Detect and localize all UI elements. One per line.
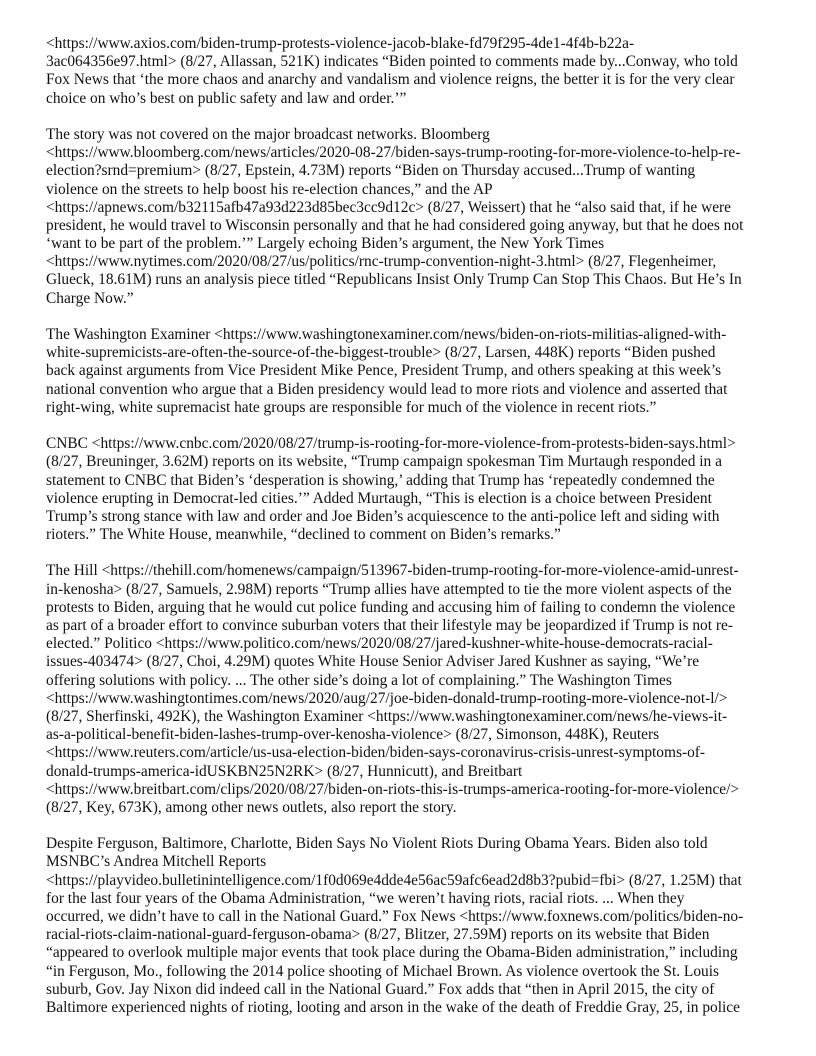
text-line: rioters.” The White House, meanwhile, “declined to comment on Biden’s remarks.” — [46, 526, 561, 544]
text-line: (8/27, Breuninger, 3.62M) reports on its website, “Trump campaign spokesman Tim Murtaugh responded in a — [46, 453, 722, 471]
paragraph-axios — [46, 35, 774, 108]
text-line: “appeared to overlook multiple major events that took place during the Obama-Biden administration,” including — [46, 944, 738, 962]
text-line: offering solutions with policy. ... The other side’s doing a lot of complaining.” The Washington Times — [46, 671, 672, 689]
paragraph-washington-examiner — [46, 326, 774, 417]
text-line: national convention who argue that a Biden presidency would lead to more riots and violence and asserted that — [46, 380, 728, 398]
text-line: 3ac064356e97.html> (8/27, Allassan, 521K) indicates “Biden pointed to comments made by...Conway, who told — [46, 53, 738, 71]
text-line: violence erupting in Democrat-led cities.’” Added Murtaugh, “This is election is a choice between President — [46, 489, 712, 507]
text-line: <https://www.reuters.com/article/us-usa-election-biden/biden-says-coronavirus-crisis-unrest-symptoms-of- — [46, 744, 706, 762]
text-line: “in Ferguson, Mo., following the 2014 police shooting of Michael Brown. As violence overtook the St. Louis — [46, 962, 719, 980]
text-line: ‘want to be part of the problem.’” Largely echoing Biden’s argument, the New York Times — [46, 235, 605, 253]
text-line: as-a-political-benefit-biden-lashes-trump-over-kenosha-violence> (8/27, Simonson, 448K), Reuters — [46, 726, 660, 744]
text-line: Charge Now.” — [46, 289, 134, 307]
text-line: Trump’s strong stance with law and order and Joe Biden’s acquiescence to the anti-police left and siding with — [46, 507, 720, 525]
text-line: (8/27, Sherfinski, 492K), the Washington Examiner <https://www.washingtonexaminer.com/news/he-views-it- — [46, 707, 728, 725]
text-line: <https://playvideo.bulletinintelligence.com/1f0d069e4dde4e56ac59afc6ead2d8b3?pubid=fbi> (8/27, 1.25M) that — [46, 871, 742, 889]
text-line: <https://apnews.com/b32115afb47a93d223d85bec3cc9d12c> (8/27, Weissert) that he “also said that, if he were — [46, 198, 732, 216]
text-line: racial-riots-claim-national-guard-ferguson-obama> (8/27, Blitzer, 27.59M) reports on its website that Biden — [46, 926, 710, 944]
text-line: <https://www.breitbart.com/clips/2020/08/27/biden-on-riots-this-is-trumps-america-rooting-for-more-violence/> — [46, 780, 740, 798]
text-line: protests to Biden, arguing that he would cut police funding and accusing him of failing to condemn the violence — [46, 598, 736, 616]
text-line: occurred, we didn’t have to call in the National Guard.” Fox News <https://www.foxnews.com/politics/biden-no- — [46, 908, 744, 925]
paragraph-ferguson-baltimore — [46, 835, 774, 1017]
paragraph-cnbc — [46, 435, 774, 544]
text-line: Baltimore experienced nights of rioting, looting and arson in the wake of the death of Freddie Gray, 25, in police — [46, 998, 740, 1016]
text-line: violence on the streets to help boost his re-election chances,” and the AP — [46, 180, 493, 198]
document-page — [46, 35, 774, 1035]
text-line: <https://www.washingtontimes.com/news/2020/aug/27/joe-biden-donald-trump-rooting-more-violence-not-l/> — [46, 689, 728, 707]
text-line: suburb, Gov. Jay Nixon did indeed call in the National Guard.” Fox adds that “then in April 2015, the city of — [46, 980, 715, 998]
text-line: for the last four years of the Obama Administration, “we weren’t having riots, racial riots. ... When they — [46, 889, 685, 907]
text-line: right-wing, white supremacist hate groups are responsible for much of the violence in recent riots.” — [46, 398, 657, 416]
text-line: The story was not covered on the major broadcast networks. Bloomberg — [46, 125, 490, 143]
text-line: <https://www.nytimes.com/2020/08/27/us/politics/rnc-trump-convention-night-3.html> (8/27, Flegenheimer, — [46, 253, 717, 271]
text-line: (8/27, Key, 673K), among other news outlets, also report the story. — [46, 798, 457, 816]
text-line: statement to CNBC that Biden’s ‘desperation is showing,’ adding that Trump has ‘repeatedly condemned the — [46, 471, 715, 489]
text-line: Glueck, 18.61M) runs an analysis piece titled “Republicans Insist Only Trump Can Stop This Chaos. But He’s In — [46, 271, 742, 289]
text-line: president, he would travel to Wisconsin personally and that he had considered going anyway, but that he does not — [46, 216, 744, 234]
text-line: The Washington Examiner <https://www.washingtonexaminer.com/news/biden-on-riots-militias-aligned-with- — [46, 326, 727, 343]
text-line: in-kenosha> (8/27, Samuels, 2.98M) reports “Trump allies have attempted to tie the more violent aspects of the — [46, 580, 732, 598]
text-line: issues-403474> (8/27, Choi, 4.29M) quotes White House Senior Adviser Jared Kushner as saying, “We’re — [46, 653, 700, 671]
text-line: choice on who’s best on public safety and law and order.’” — [46, 89, 407, 107]
paragraph-bloomberg-ap-nyt — [46, 126, 774, 308]
text-line: Fox News that ‘the more chaos and anarchy and vandalism and violence reigns, the better it is for the very clear — [46, 71, 735, 89]
text-line: CNBC <https://www.cnbc.com/2020/08/27/trump-is-rooting-for-more-violence-from-protests-biden-says.html> — [46, 435, 736, 453]
text-line: back against arguments from Vice President Mike Pence, President Trump, and others speaking at this week’s — [46, 362, 722, 380]
text-line: <https://www.axios.com/biden-trump-protests-violence-jacob-blake-fd79f295-4de1-4f4b-b22a- — [46, 35, 635, 52]
text-line: elected.” Politico <https://www.politico.com/news/2020/08/27/jared-kushner-white-house-democrats-racial- — [46, 635, 713, 653]
text-line: white-supremicists-are-often-the-source-of-the-biggest-trouble> (8/27, Larsen, 448K) reports “Biden pushed — [46, 344, 716, 362]
paragraph-hill-politico — [46, 562, 774, 817]
text-line: MSNBC’s Andrea Mitchell Reports — [46, 853, 267, 871]
text-line: Despite Ferguson, Baltimore, Charlotte, Biden Says No Violent Riots During Obama Years. Biden also told — [46, 835, 708, 853]
text-line: donald-trumps-america-idUSKBN25N2RK> (8/27, Hunnicutt), and Breitbart — [46, 762, 523, 780]
text-line: <https://www.bloomberg.com/news/articles/2020-08-27/biden-says-trump-rooting-for-more-violence-to-help-re- — [46, 144, 741, 162]
text-line: The Hill <https://thehill.com/homenews/campaign/513967-biden-trump-rooting-for-more-violence-amid-unrest- — [46, 562, 739, 580]
text-line: election?srnd=premium> (8/27, Epstein, 4.73M) reports “Biden on Thursday accused...Trump of wanting — [46, 162, 696, 180]
text-line: as part of a broader effort to convince suburban voters that their lifestyle may be jeopardized if Trump is not re- — [46, 617, 733, 634]
